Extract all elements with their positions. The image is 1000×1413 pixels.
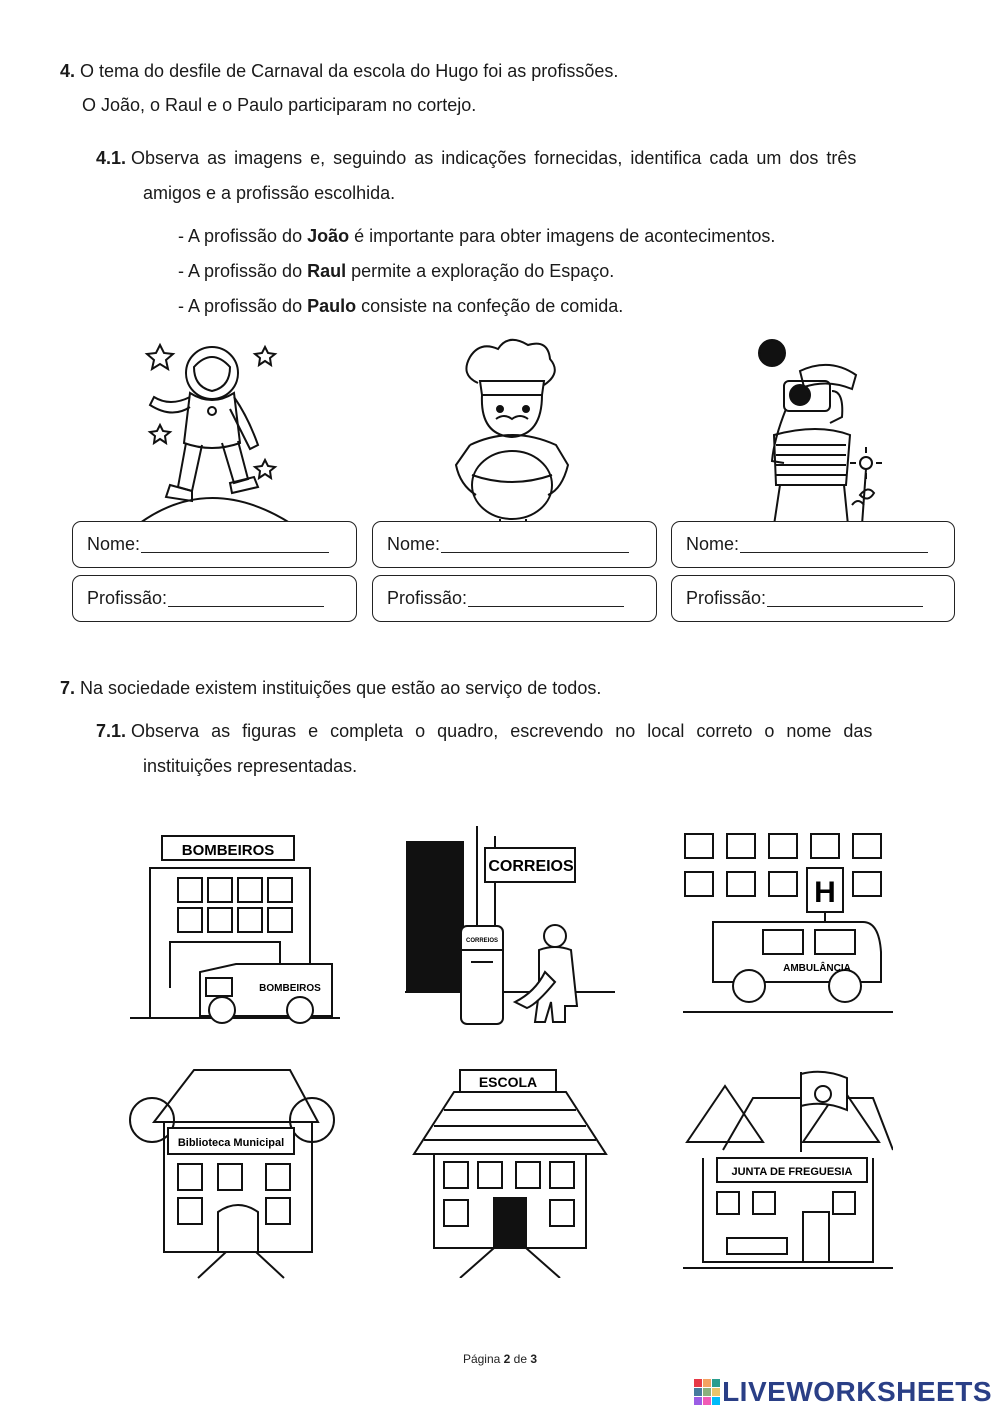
name-blank-2[interactable]	[441, 536, 629, 553]
junta-figure	[683, 1062, 893, 1274]
liveworksheets-logo-icon	[694, 1379, 720, 1405]
q7-1-line1: 7.1. Observa as figuras e completa o quadro, escrevendo no local correto o nome das	[96, 721, 873, 741]
hospital-figure	[683, 826, 893, 1031]
biblioteca-figure	[128, 1068, 338, 1280]
profession-box-3: Profissão:	[671, 575, 955, 622]
q4-1-line2: amigos e a profissão escolhida.	[143, 183, 396, 203]
name-box-1: Nome:	[72, 521, 357, 568]
q7-line1: 7. Na sociedade existem instituições que estão ao serviço de todos.	[60, 678, 602, 698]
name-blank-1[interactable]	[141, 536, 329, 553]
liveworksheets-wordmark: LIVEWORKSHEETS	[722, 1376, 992, 1407]
profession-box-1: Profissão:	[72, 575, 357, 622]
q4-1-line1: 4.1. Observa as imagens e, seguindo as indicações fornecidas, identifica cada um dos três	[96, 148, 857, 168]
mailbox-label: CORREIOS	[465, 938, 499, 944]
junta-sign: JUNTA DE FREGUESIA	[731, 1166, 853, 1178]
page-footer: Página 2 de 3	[462, 1352, 538, 1366]
name-box-2: Nome:	[372, 521, 657, 568]
hospital-sign: H	[814, 876, 836, 909]
correios-sign: CORREIOS	[488, 858, 574, 875]
fire-truck-label: BOMBEIROS	[259, 983, 321, 994]
biblioteca-sign: Biblioteca Municipal	[177, 1137, 285, 1149]
q4-line1: 4. O tema do desfile de Carnaval da escola do Hugo foi as profissões.	[60, 61, 619, 81]
q7-1-line2: instituições representadas.	[143, 756, 358, 776]
hint-paulo: - A profissão do Paulo consiste na confeção de comida.	[178, 296, 624, 316]
hint-raul: - A profissão do Raul permite a exploração do Espaço.	[178, 261, 615, 281]
ambulance-label: AMBULÂNCIA	[783, 963, 851, 974]
name-blank-3[interactable]	[740, 536, 928, 553]
liveworksheets-brand[interactable]	[694, 1376, 992, 1408]
hint-joao: - A profissão do João é importante para obter imagens de acontecimentos.	[178, 226, 776, 246]
chef-figure	[440, 335, 585, 525]
profession-blank-2[interactable]	[468, 590, 624, 607]
correios-figure	[405, 826, 615, 1031]
profession-box-2: Profissão:	[372, 575, 657, 622]
q4-line2: O João, o Raul e o Paulo participaram no cortejo.	[82, 95, 477, 115]
bombeiros-sign: BOMBEIROS	[181, 842, 275, 859]
name-box-3: Nome:	[671, 521, 955, 568]
profession-blank-3[interactable]	[767, 590, 923, 607]
bombeiros-figure	[130, 828, 340, 1028]
escola-sign: ESCOLA	[478, 1074, 538, 1090]
astronaut-figure	[130, 335, 290, 525]
profession-blank-1[interactable]	[168, 590, 324, 607]
photographer-figure	[748, 335, 888, 525]
escola-figure	[410, 1066, 610, 1278]
